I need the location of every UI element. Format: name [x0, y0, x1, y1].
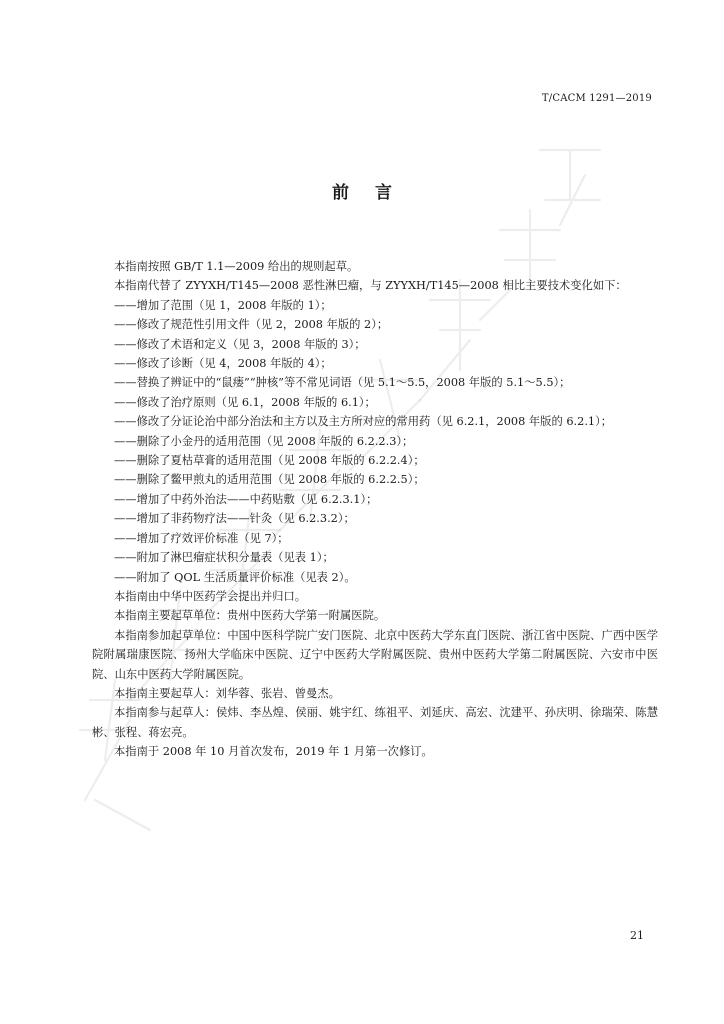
list-item: ——修改了治疗原则（见 6.1，2008 年版的 6.1）； — [114, 395, 376, 409]
list-item: ——修改了术语和定义（见 3，2008 年版的 3）； — [114, 337, 366, 351]
list-item: ——修改了规范性引用文件（见 2，2008 年版的 2）； — [114, 318, 389, 332]
list-item: ——替换了辨证中的“鼠瘘”“肿核”等不常见词语（见 5.1～5.5，2008 年版的 5.1～5.5）； — [114, 376, 571, 390]
list-item: ——删除了夏枯草膏的适用范围（见 2008 年版的 6.2.2.4）； — [114, 454, 425, 468]
list-item: ——修改了诊断（见 4，2008 年版的 4）； — [114, 357, 332, 371]
list-item: ——附加了 QOL 生活质量评价标准（见表 2）。 — [114, 570, 356, 584]
paragraph: 本指南主要起草人：刘华蓉、张岩、曾曼杰。 — [114, 686, 340, 700]
paragraph: 本指南参与起草人：侯炜、李丛煌、侯丽、姚宇红、练祖平、刘延庆、高宏、沈建平、孙庆明、徐瑞荣、陈慧彬、张程、蒋宏亮。 — [92, 706, 658, 739]
list-item: ——增加了非药物疗法——针灸（见 6.2.3.2）； — [114, 512, 355, 526]
list-item: ——增加了中药外治法——中药贴敷（见 6.2.3.1）； — [114, 492, 378, 506]
list-item: ——增加了范围（见 1，2008 年版的 1）； — [114, 298, 332, 312]
list-item: ——删除了鳖甲煎丸的适用范围（见 2008 年版的 6.2.2.5）； — [114, 473, 425, 487]
page-number: 21 — [630, 929, 644, 942]
paragraph: 本指南代替了 ZYYXH/T145—2008 恶性淋巴瘤，与 ZYYXH/T145—2008 相比主要技术变化如下： — [114, 279, 627, 293]
change-list — [92, 296, 658, 587]
list-item: ——修改了分证论治中部分治法和主方以及主方所对应的常用药（见 6.2.1，2008 年版的 6.2.1）； — [114, 415, 613, 429]
paragraph: 本指南按照 GB/T 1.1—2009 给出的规则起草。 — [114, 260, 359, 273]
list-item: ——删除了小金丹的适用范围（见 2008 年版的 6.2.2.3）； — [114, 434, 414, 448]
list-item: ——增加了疗效评价标准（见 7）； — [114, 531, 289, 545]
foreword-body — [92, 257, 658, 762]
paragraph: 本指南由中华中医药学会提出并归口。 — [114, 589, 307, 603]
paragraph: 本指南参加起草单位：中国中医科学院广安门医院、北京中医药大学东直门医院、浙江省中医院、广西中医学院附属瑞康医院、扬州大学临床中医院、辽宁中医药大学附属医院、贵州中医药大学第二附属医院、六安市中医院、山东中医药大学附属医院。 — [92, 628, 658, 681]
list-item: ——附加了淋巴瘤症状积分量表（见表 1）； — [114, 551, 334, 565]
paragraph: 本指南主要起草单位：贵州中医药大学第一附属医院。 — [114, 609, 386, 623]
paragraph: 本指南于 2008 年 10 月首次发布，2019 年 1 月第一次修订。 — [114, 745, 433, 759]
page-title: 前言 — [332, 183, 418, 203]
standard-code: T/CACM 1291—2019 — [541, 93, 652, 104]
